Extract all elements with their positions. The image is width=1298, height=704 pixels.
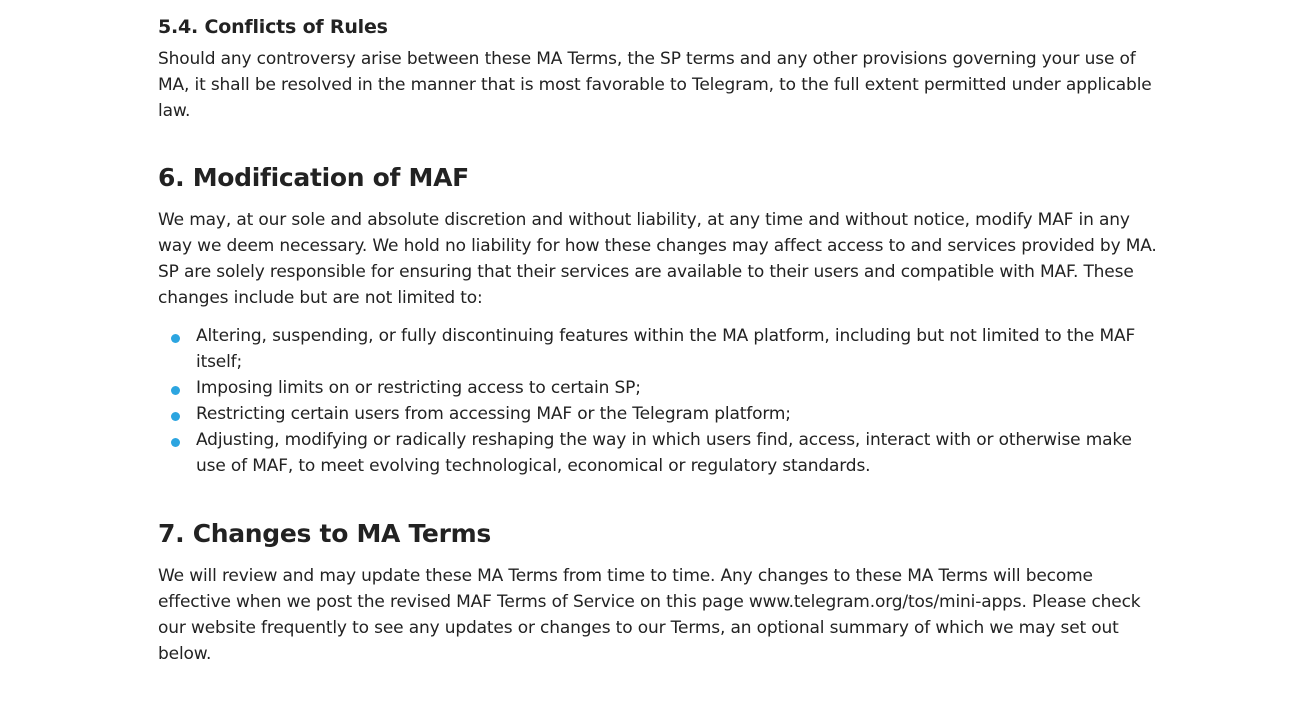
list-item [158,427,1158,479]
section-5-4-heading: 5.4. Conflicts of Rules [158,16,388,38]
bullet-icon [171,412,180,421]
section-6-list [158,323,1158,479]
bullet-icon [171,438,180,447]
list-item-text: Altering, suspending, or fully discontinuing features within the MA platform, including but not limited to the MAF itself; [196,326,1136,372]
section-5-4-paragraph: Should any controversy arise between these MA Terms, the SP terms and any other provisions governing your use of MA, it shall be resolved in the manner that is most favorable to Telegram, to the full extent permitted under applicable law. [158,49,1152,121]
bullet-icon [171,386,180,395]
section-7-paragraph: We will review and may update these MA Terms from time to time. Any changes to these MA Terms will become effective when we post the revised MAF Terms of Service on this page www.telegram.org/tos/mini-apps. Please check our website frequently to see any updates or changes to our Terms, an optional summary of which we may set out below. [158,566,1141,664]
list-item [158,375,1158,401]
list-item-text: Adjusting, modifying or radically reshaping the way in which users find, access, interact with or otherwise make use of MAF, to meet evolving technological, economical or regulatory standards. [196,430,1132,476]
list-item-text: Imposing limits on or restricting access to certain SP; [196,378,641,398]
section-6-heading: 6. Modification of MAF [158,163,469,192]
bullet-icon [171,334,180,343]
section-7-heading: 7. Changes to MA Terms [158,519,491,548]
section-6-paragraph: We may, at our sole and absolute discretion and without liability, at any time and without notice, modify MAF in any way we deem necessary. We hold no liability for how these changes may affect access to and services provided by MA. SP are solely responsible for ensuring that their services are available to their users and compatible with MAF. These changes include but are not limited to: [158,210,1157,308]
list-item [158,323,1158,375]
list-item [158,401,1158,427]
list-item-text: Restricting certain users from accessing MAF or the Telegram platform; [196,404,791,424]
